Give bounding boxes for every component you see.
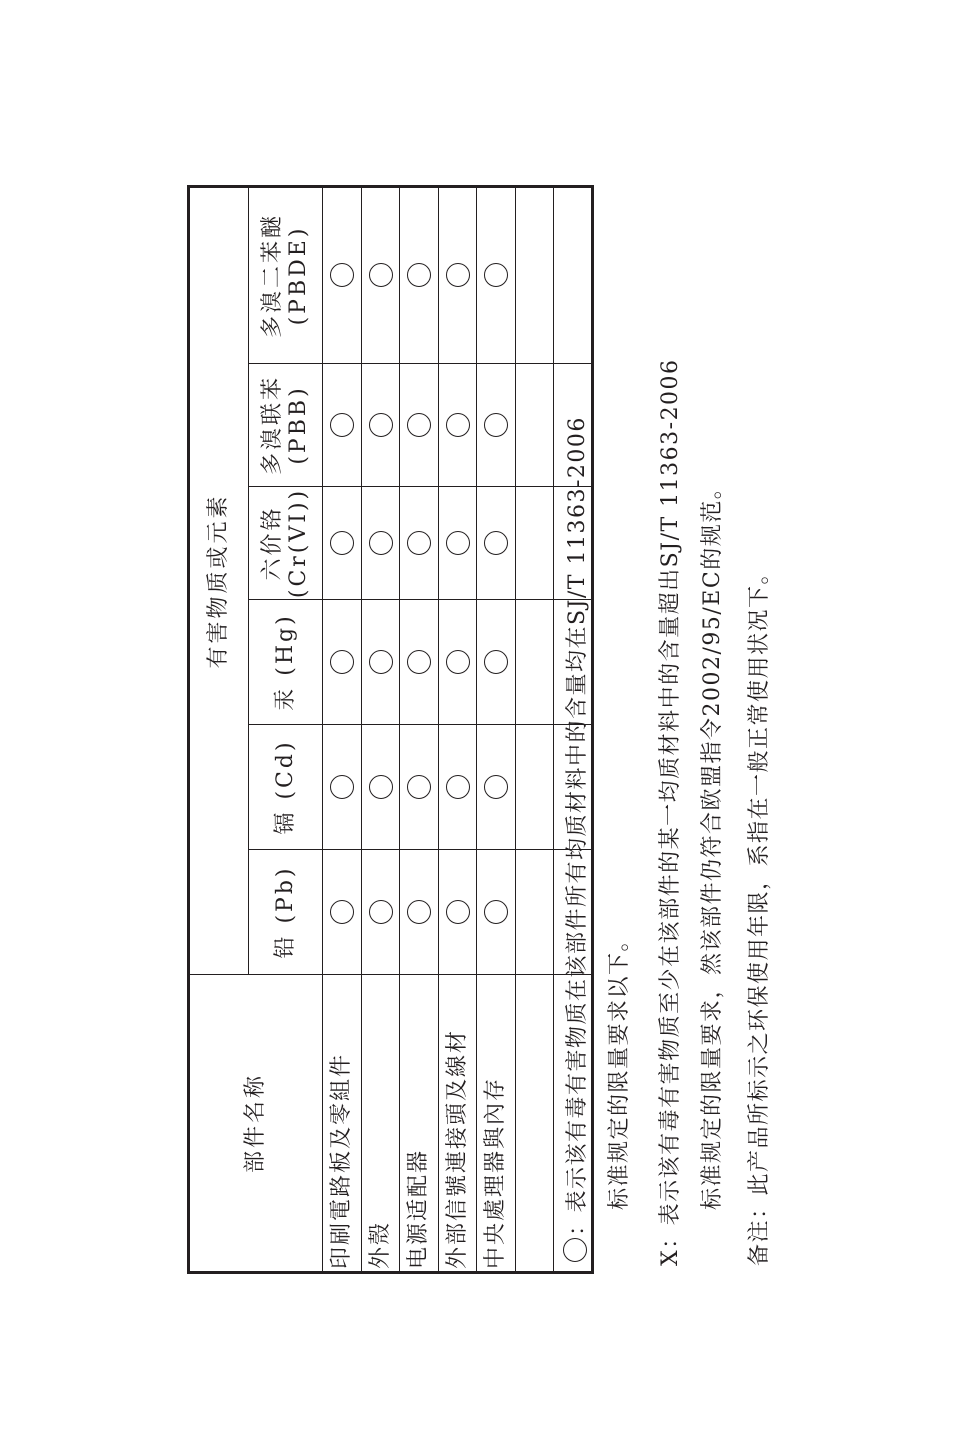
substance-cell [400, 186, 439, 363]
table-row [477, 186, 516, 1272]
compliant-circle-icon [446, 775, 470, 799]
hazardous-substances-table [187, 185, 594, 1274]
substance-cell [323, 364, 362, 487]
column-header-label: 多溴二苯醚 [260, 212, 286, 338]
substance-cell [323, 186, 362, 363]
part-name-cell: 电源适配器 [400, 975, 439, 1273]
column-header-0 [249, 850, 323, 975]
substance-cell [323, 850, 362, 975]
substance-cell [515, 600, 554, 725]
compliant-circle-icon [484, 900, 508, 924]
column-header-2 [249, 600, 323, 725]
column-header-label: 六价铬 [260, 505, 286, 581]
compliant-circle-icon [446, 531, 470, 555]
substance-cell [400, 487, 439, 600]
substance-cell [400, 600, 439, 725]
part-name-cell: 印刷電路板及零組件 [323, 975, 362, 1273]
substance-cell [323, 487, 362, 600]
column-header-label: 镉 (Cd) [272, 739, 298, 835]
substance-cell [361, 186, 400, 363]
compliant-circle-icon [484, 413, 508, 437]
compliant-circle-icon [330, 900, 354, 924]
part-name-header: 部件名称 [189, 975, 323, 1273]
substance-cell [515, 186, 554, 363]
substance-cell [361, 364, 400, 487]
substance-cell [515, 487, 554, 600]
substance-cell [361, 600, 400, 725]
compliant-circle-icon [407, 264, 431, 288]
compliant-circle-icon [407, 650, 431, 674]
column-header-3 [249, 487, 323, 600]
compliant-circle-icon [330, 264, 354, 288]
substance-cell [515, 364, 554, 487]
compliant-circle-icon [369, 775, 393, 799]
column-header-label: 铅 (Pb) [272, 865, 298, 959]
compliant-circle-icon [446, 413, 470, 437]
compliant-circle-icon [330, 531, 354, 555]
compliant-circle-icon [484, 775, 508, 799]
compliant-circle-icon [407, 531, 431, 555]
column-header-4 [249, 364, 323, 487]
substance-cell [477, 487, 516, 600]
compliant-circle-icon [330, 650, 354, 674]
compliant-circle-icon [484, 650, 508, 674]
substance-cell [361, 725, 400, 850]
substance-cell [323, 600, 362, 725]
substance-cell [361, 487, 400, 600]
compliant-circle-icon [407, 775, 431, 799]
substance-cell [477, 364, 516, 487]
compliant-circle-icon [330, 413, 354, 437]
column-header-sublabel: (PBDE) [285, 225, 311, 326]
note-x-line2: 标准规定的限量要求，然该部件仍符合欧盟指令2002/95/EC的规范。 [700, 475, 725, 1210]
substance-cell [438, 364, 477, 487]
compliant-circle-icon [484, 531, 508, 555]
substance-cell [515, 850, 554, 975]
column-header-label: 多溴联苯 [260, 375, 286, 476]
substance-cell [400, 364, 439, 487]
note-o-line2: 标准规定的限量要求以下。 [607, 927, 632, 1210]
column-header-label: 汞 (Hg) [272, 613, 298, 711]
substance-cell [361, 850, 400, 975]
column-header-1 [249, 725, 323, 850]
compliant-circle-icon [407, 413, 431, 437]
part-name-cell: 外部信號連接頭及線材 [438, 975, 477, 1273]
substance-cell [554, 186, 593, 363]
part-name-cell: 中央處理器與內存 [477, 975, 516, 1273]
compliant-circle-icon [446, 650, 470, 674]
substance-cell [477, 186, 516, 363]
compliant-circle-icon [369, 650, 393, 674]
table-row [438, 186, 477, 1272]
substance-cell [438, 850, 477, 975]
note-x-line1: X：表示该有毒有害物质至少在该部件的某一均质材料中的含量超出SJ/T 11363-2006 [658, 358, 683, 1266]
substance-cell [438, 487, 477, 600]
substance-cell [400, 850, 439, 975]
compliant-circle-icon [369, 531, 393, 555]
note-o-line1: ：表示该有毒有害物质在该部件所有均质材料中的含量均在SJ/T 11363-2006 [560, 416, 591, 1262]
substance-cell [477, 600, 516, 725]
substance-cell [515, 725, 554, 850]
substance-cell [477, 850, 516, 975]
substance-cell [400, 725, 439, 850]
column-header-5 [249, 186, 323, 363]
compliant-circle-icon [407, 900, 431, 924]
table-row [515, 186, 554, 1272]
table-row [323, 186, 362, 1272]
compliant-circle-icon [484, 264, 508, 288]
remark-note: 备注：此产品所标示之环保使用年限，系指在一般正常使用状况下。 [747, 560, 772, 1266]
compliant-circle-icon [446, 264, 470, 288]
circle-icon [563, 1238, 587, 1262]
compliant-circle-icon [446, 900, 470, 924]
substance-cell [477, 725, 516, 850]
table-row [400, 186, 439, 1272]
compliant-circle-icon [369, 900, 393, 924]
substance-cell [438, 186, 477, 363]
column-header-sublabel: (Cr(VI)) [285, 487, 311, 599]
substance-cell [323, 725, 362, 850]
part-name-cell [515, 975, 554, 1273]
part-name-cell: 外殼 [361, 975, 400, 1273]
substance-cell [438, 600, 477, 725]
table-row [361, 186, 400, 1272]
compliant-circle-icon [369, 413, 393, 437]
substances-header: 有害物质或元素 [189, 186, 249, 974]
substance-cell [438, 725, 477, 850]
compliant-circle-icon [330, 775, 354, 799]
compliant-circle-icon [369, 264, 393, 288]
x-mark: X [658, 1248, 683, 1266]
column-header-sublabel: (PBB) [285, 385, 311, 465]
